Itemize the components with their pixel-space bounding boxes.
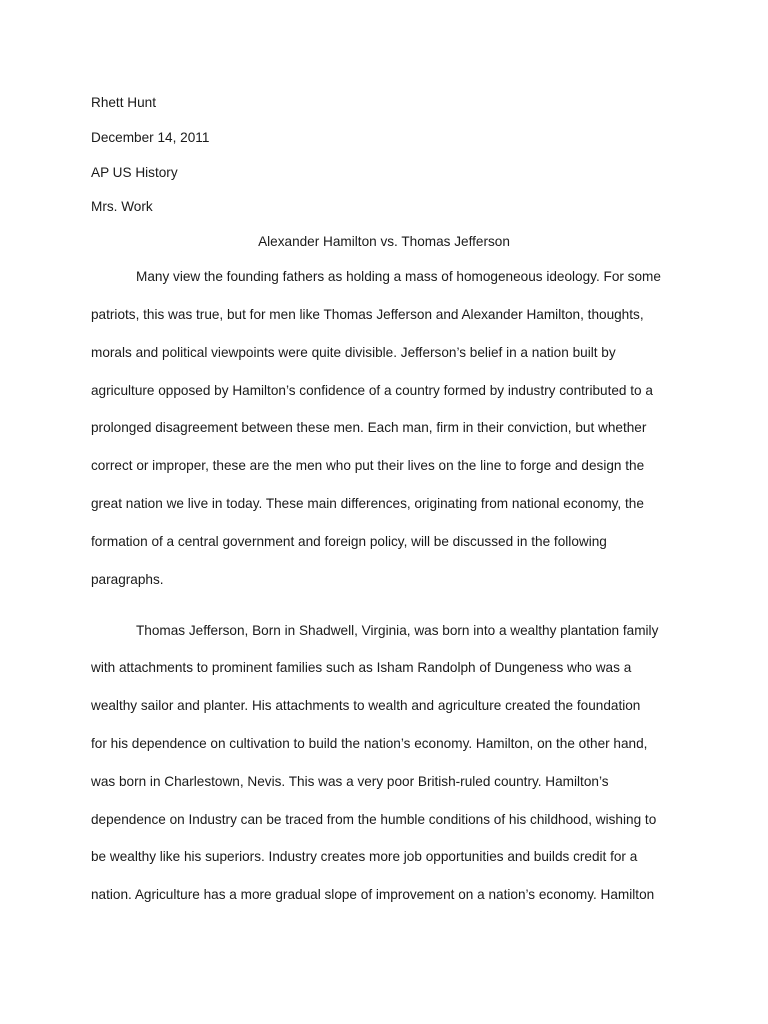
author-name: Rhett Hunt [91, 95, 156, 110]
paragraph-line: for his dependence on cultivation to build the nation’s economy. Hamilton, on the other hand, [91, 736, 648, 751]
essay-date: December 14, 2011 [91, 130, 210, 145]
paragraph-line: Many view the founding fathers as holding a mass of homogeneous ideology. For some [136, 269, 661, 284]
paragraph-line: was born in Charlestown, Nevis. This was a very poor British-ruled country. Hamilton’s [91, 774, 609, 789]
course-name: AP US History [91, 165, 178, 180]
paragraph-line: agriculture opposed by Hamilton’s confidence of a country formed by industry contributed to a [91, 383, 653, 398]
paragraph-line: nation. Agriculture has a more gradual slope of improvement on a nation’s economy. Hamilton [91, 887, 655, 902]
paragraph-line: morals and political viewpoints were quite divisible. Jefferson’s belief in a nation built by [91, 345, 616, 360]
teacher-name: Mrs. Work [91, 199, 153, 214]
paragraph-line: dependence on Industry can be traced from the humble conditions of his childhood, wishing to [91, 812, 657, 827]
paragraph-line: formation of a central government and foreign policy, will be discussed in the following [91, 534, 607, 549]
paragraph-line: wealthy sailor and planter. His attachments to wealth and agriculture created the foundation [91, 698, 641, 713]
paragraph-line: paragraphs. [91, 572, 164, 587]
paragraph-line: great nation we live in today. These main differences, originating from national economy, the [91, 496, 644, 511]
paragraph-line: patriots, this was true, but for men like Thomas Jefferson and Alexander Hamilton, thoughts, [91, 307, 644, 322]
essay-title: Alexander Hamilton vs. Thomas Jefferson [258, 234, 510, 249]
paragraph-line: Thomas Jefferson, Born in Shadwell, Virginia, was born into a wealthy plantation family [136, 623, 659, 638]
paragraph-line: correct or improper, these are the men who put their lives on the line to forge and design the [91, 458, 645, 473]
paragraph-line: with attachments to prominent families such as Isham Randolph of Dungeness who was a [91, 660, 632, 675]
paragraph-line: be wealthy like his superiors. Industry creates more job opportunities and builds credit for a [91, 849, 638, 864]
paragraph-line: prolonged disagreement between these men. Each man, firm in their conviction, but whether [91, 420, 647, 435]
